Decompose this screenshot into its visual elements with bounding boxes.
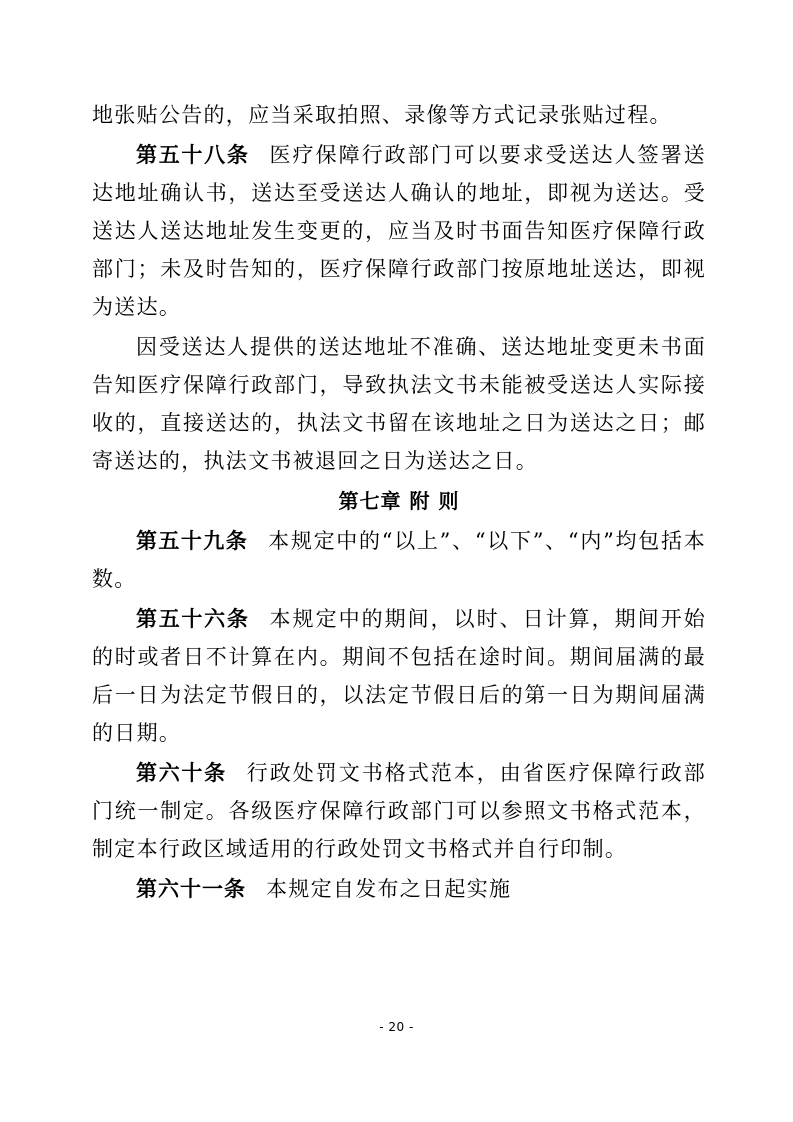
article-59 bbox=[92, 522, 706, 598]
document-body bbox=[92, 96, 706, 910]
article-56 bbox=[92, 600, 706, 752]
article-60 bbox=[92, 754, 706, 868]
article-number: 第五十六条 bbox=[136, 607, 250, 631]
article-number: 第六十一条 bbox=[136, 877, 246, 901]
paragraph-text: 因受送达人提供的送达地址不准确、送达地址变更未书面告知医疗保障行政部门，导致执法文书未能被受送达人实际接收的，直接送达的，执法文书留在该地址之日为送达之日；邮寄送达的，执法文书被退回之日为送达之日。 bbox=[92, 335, 706, 473]
article-text: 医疗保障行政部门可以要求受送达人签署送达地址确认书，送达至受送达人确认的地址，即视为送达。受送达人送达地址发生变更的，应当及时书面告知医疗保障行政部门；未及时告知的，医疗保障行政部门按原地址送达，即视为送达。 bbox=[92, 143, 706, 319]
article-text: 行政处罚文书格式范本，由省医疗保障行政部门统一制定。各级医疗保障行政部门可以参照文书格式范本，制定本行政区域适用的行政处罚文书格式并自行印制。 bbox=[92, 761, 707, 861]
article-58-paragraph-2 bbox=[92, 328, 706, 480]
article-text: 本规定自发布之日起实施 bbox=[266, 877, 512, 901]
article-61 bbox=[92, 870, 706, 908]
page-number: - 20 - bbox=[379, 1020, 414, 1034]
article-text: 本规定中的期间，以时、日计算，期间开始的时或者日不计算在内。期间不包括在途时间。期间届满的最后一日为法定节假日的，以法定节假日后的第一日为期间届满的日期。 bbox=[92, 607, 706, 745]
article-text: 本规定中的“以上”、“以下”、“内”均包括本数。 bbox=[92, 529, 707, 591]
paragraph-continuation bbox=[92, 96, 706, 134]
article-number: 第五十八条 bbox=[136, 143, 250, 167]
paragraph-text: 地张贴公告的，应当采取拍照、录像等方式记录张贴过程。 bbox=[92, 103, 672, 127]
article-58 bbox=[92, 136, 706, 326]
chapter-title: 第七章 附 则 bbox=[338, 489, 460, 513]
article-number: 第六十条 bbox=[136, 761, 227, 785]
article-number: 第五十九条 bbox=[136, 529, 249, 553]
